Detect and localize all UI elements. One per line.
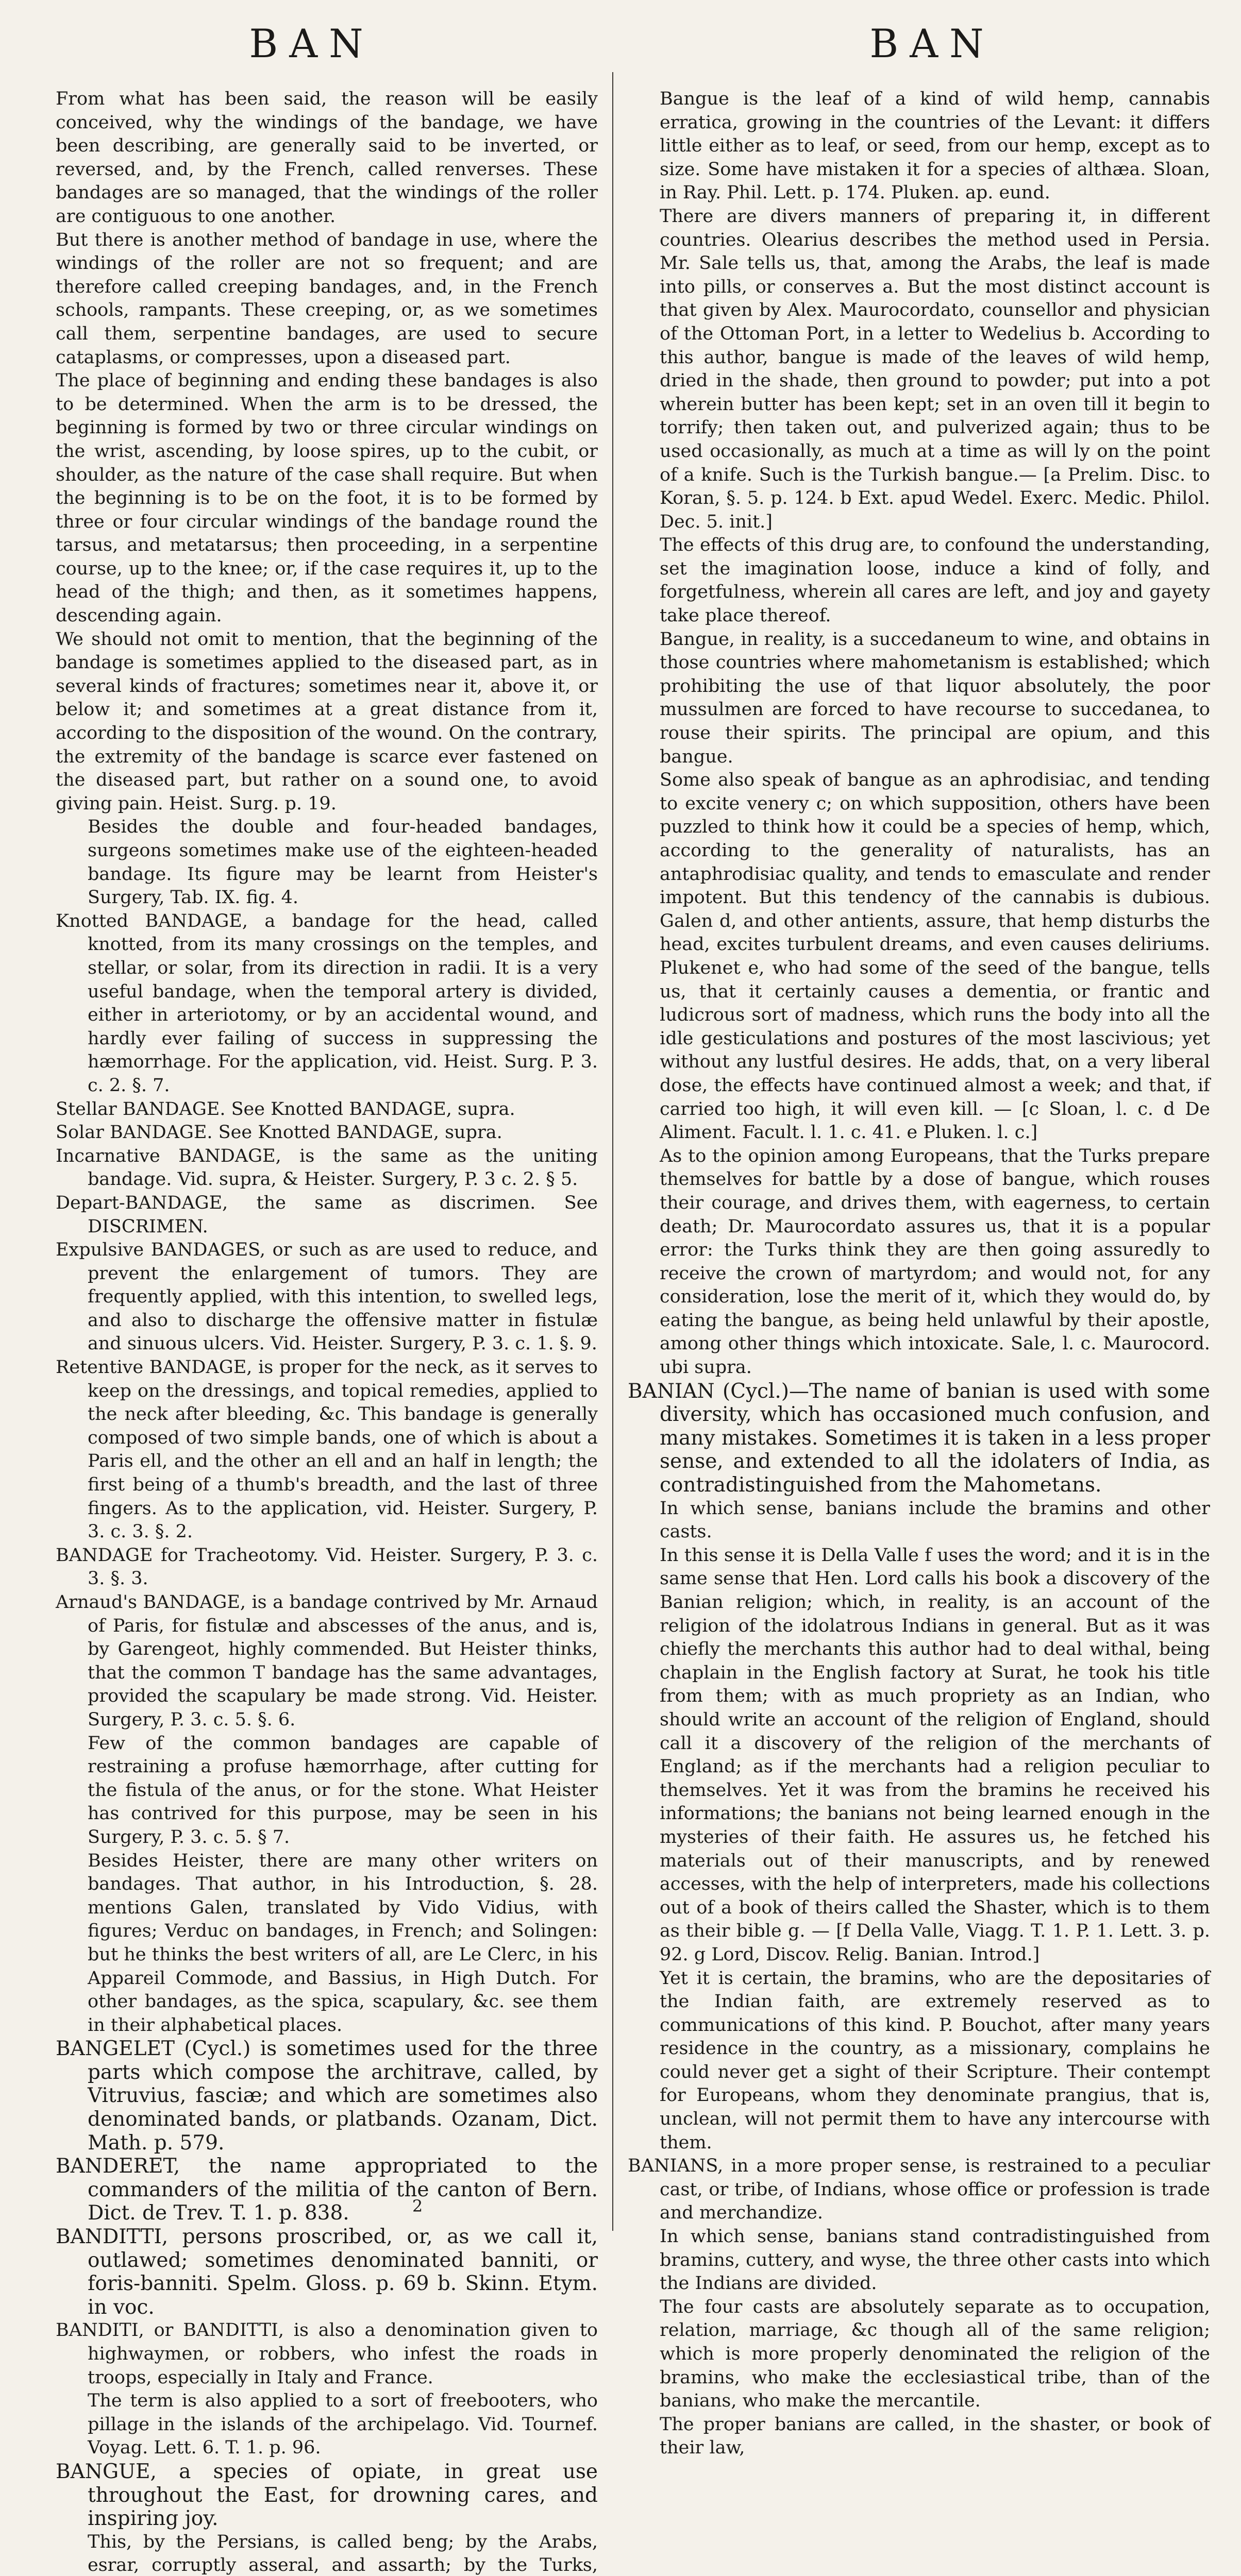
paragraph: From what has been said, the reason will be easily conceived, why the windings of the bandage, we have been describing, are generally said to be inverted, or reversed, and, by the French, called renverses. These bandages are so managed, that the windings of the roller are contiguous to one another.: [56, 89, 598, 227]
paragraph: In this sense it is Della Valle f uses the word; and it is in the same sense that Hen. Lord calls his book a discovery of the Banian religion; which, in reality, is an account of the religion of the idolatrous Indians in general. But as it was chiefly the merchants this author had to deal withal, being chaplain in the English factory at Surat, he took his title from them; with as much propriety as an Indian, who should write an account of the religion of England, should call it a discovery of the religion of the merchants of England; as if the merchants had a religion peculiar to themselves. Yet it was from the bramins he received his informations; the banians not being learned enough in the mysteries of their faith. He assures us, he fetched his materials out of their manuscripts, and by renewed accesses, with the help of interpreters, made his collections out of a book of theirs called the Shaster, which is to them as their bible g. — [f Della Valle, Viagg. T. 1. P. 1. Lett. 3. p. 92. g Lord, Discov. Relig. Banian. Introd.]: [660, 1545, 1210, 1965]
paragraph: Some also speak of bangue as an aphrodisiac, and tending to excite venery c; on which supposition, others have been puzzled to think how it could be a species of hemp, which, according to the generality of naturalists, has an antaphrodisiac quality, and tends to emasculate and render impotent. But this tendency of the cannabis is dubious. Galen d, and other antients, assure, that hemp disturbs the head, excites turbulent dreams, and even causes deliriums. Plukenet e, who had some of the seed of the bangue, tells us, that it certainly causes a dementia, or frantic and ludicrous sort of madness, which runs the body into all the idle gesticulations and postures of the most lascivious; yet without any lustful desires. He adds, that, on a very liberal dose, the effects have continued almost a week; and that, if carried too high, it will even kill. — [c Sloan, l. c. d De Aliment. Facult. l. 1. c. 41. e Pluken. l. c.]: [660, 770, 1210, 1143]
entry-stellar-bandage: Stellar BANDAGE. See Knotted BANDAGE, supra.: [56, 1098, 515, 1120]
paragraph: Bangue, in reality, is a succedaneum to wine, and obtains in those countries where mahometanism is established; which prohibiting the use of that liquor absolutely, the poor mussulmen are forced to have recourse to succedanea, to rouse their spirits. The principal are opium, and this bangue.: [660, 629, 1210, 767]
entry-depart-bandage: Depart-BANDAGE, the same as discrimen. See DISCRIMEN.: [56, 1192, 598, 1237]
entry-expulsive-bandages: Expulsive BANDAGES, or such as are used to reduce, and prevent the enlargement of tumors. They are frequently applied, with this intention, to swelled legs, and also to discharge the offensive matter in fistulæ and sinuous ulcers. Vid. Heister. Surgery, P. 3. c. 1. §. 9.: [56, 1240, 598, 1354]
paragraph: The proper banians are called, in the shaster, or book of their law,: [660, 2414, 1210, 2459]
paragraph: Yet it is certain, the bramins, who are the depositaries of the Indian faith, are extremely reserved as to communications of this kind. P. Bouchot, after many years residence in the country, as a missionary, complains he could never get a sight of their Scripture. Their contempt for Europeans, whom they denominate prangius, that is, unclean, will not permit them to have any intercourse with them.: [660, 1968, 1210, 2153]
paragraph: The term is also applied to a sort of freebooters, who pillage in the islands of the archipelago. Vid. Tournef. Voyag. Lett. 6. T. 1. p. 96.: [88, 2391, 598, 2459]
paragraph: The four casts are absolutely separate as to occupation, relation, marriage, &c though all of the same religion; which is more properly denominated the religion of the bramins, who make the ecclesiastical tribe, than of the banians, who make the mercantile.: [660, 2296, 1210, 2412]
entry-banditti: BANDITTI, persons proscribed, or, as we call it, outlawed; sometimes denominated banniti, or foris-banniti. Spelm. Gloss. p. 69 b. Skinn. Etym. in voc.: [56, 2225, 598, 2319]
paragraph: Few of the common bandages are capable of restraining a profuse hæmorrhage, after cutting for the fistula of the anus, or for the stone. What Heister has contrived for this purpose, may be seen in his Surgery, P. 3. c. 5. § 7.: [88, 1733, 598, 1848]
paragraph: But there is another method of bandage in use, where the windings of the roller are not so frequent; and are therefore called creeping bandages, and, in the French schools, rampants. These creeping, or, as we sometimes call them, serpentine bandages, are used to secure cataplasms, or compresses, upon a diseased part.: [56, 229, 598, 368]
running-head-right: BAN: [869, 21, 995, 66]
entry-incarnative-bandage: Incarnative BANDAGE, is the same as the uniting bandage. Vid. supra, & Heister. Surgery, P. 3 c. 2. § 5.: [56, 1145, 598, 1190]
paragraph: The place of beginning and ending these bandages is also to be determined. When the arm is to be dressed, the beginning is formed by two or three circular windings on the wrist, ascending, by loose spires, up to the cubit, or shoulder, as the nature of the case shall require. But when the beginning is to be on the foot, it is to be formed by three or four circular windings of the bandage round the tarsus, and metatarsus; then proceeding, in a serpentine course, up to the knee; or, if the case requires it, up to the head of the thigh; and then, as it sometimes happens, descending again.: [56, 370, 598, 626]
entry-retentive-bandage: Retentive BANDAGE, is proper for the neck, as it serves to keep on the dressings, and topical remedies, applied to the neck after bleeding, &c. This bandage is generally composed of two simple bands, one of which is about a Paris ell, and the other an ell and an half in length; the first being of a thumb's breadth, and the last of three fingers. As to the application, vid. Heister. Surgery, P. 3. c. 3. §. 2.: [56, 1357, 598, 1543]
entry-solar-bandage: Solar BANDAGE. See Knotted BANDAGE, supra.: [56, 1122, 502, 1143]
paragraph: We should not omit to mention, that the beginning of the bandage is sometimes applied to the diseased part, as in several kinds of fractures; sometimes near it, above it, or below it; and sometimes at a great distance from it, according to the disposition of the wound. On the contrary, the extremity of the bandage is scarce ever fastened on the diseased part, but rather on a sound one, to avoid giving pain. Heist. Surg. p. 19.: [56, 629, 598, 814]
right-column: [628, 88, 1210, 2460]
column-divider: [612, 72, 613, 2231]
entry-bangue: BANGUE, a species of opiate, in great use throughout the East, for drowning cares, and inspiring joy.: [56, 2460, 598, 2531]
entry-banderet: BANDERET, the name appropriated to the commanders of the militia of the canton of Bern. Dict. de Trev. T. 1. p. 838.: [56, 2155, 598, 2225]
paragraph: Besides the double and four-headed bandages, surgeons sometimes make use of the eighteen-headed bandage. Its figure may be learnt from Heister's Surgery, Tab. IX. fig. 4.: [88, 817, 598, 908]
paragraph: As to the opinion among Europeans, that the Turks prepare themselves for battle by a dose of bangue, which rouses their courage, and drives them, with eagerness, to certain death; Dr. Maurocordato assures us, that it is a popular error: the Turks think they are then going assuredly to receive the crown of martyrdom; and would not, for any consideration, lose the merit of it, which they would do, by eating the bangue, as being held unlawful by their apostle, among other things which intoxicate. Sale, l. c. Maurocord. ubi supra.: [660, 1145, 1210, 1378]
running-head-left: BAN: [249, 21, 375, 66]
left-column: [56, 88, 598, 2576]
paragraph: The effects of this drug are, to confound the understanding, set the imagination loose, induce a kind of folly, and forgetfulness, wherein all cares are left, and joy and gayety take place thereof.: [660, 535, 1210, 626]
entry-banian: BANIAN (Cycl.)—The name of banian is used with some diversity, which has occasioned much confusion, and many mistakes. Sometimes it is taken in a less proper sense, and extended to all the idolaters of India, as contradistinguished from the Mahometans.: [628, 1379, 1210, 1497]
entry-bandage-tracheotomy: BANDAGE for Tracheotomy. Vid. Heister. Surgery, P. 3. c. 3. §. 3.: [56, 1545, 598, 1589]
page-number: 2: [412, 2196, 423, 2216]
entry-banditi: BANDITI, or BANDITTI, is also a denomination given to highwaymen, or robbers, who infest the roads in troops, especially in Italy and France.: [56, 2320, 598, 2388]
paragraph: Besides Heister, there are many other writers on bandages. That author, in his Introduction, §. 28. mentions Galen, translated by Vido Vidius, with figures; Verduc on bandages, in French; and Solingen: but he thinks the best writers of all, are Le Clerc, in his Appareil Commode, and Bassius, in High Dutch. For other bandages, as the spica, scapulary, &c. see them in their alphabetical places.: [88, 1850, 598, 2036]
paragraph: Bangue is the leaf of a kind of wild hemp, cannabis erratica, growing in the countries of the Levant: it differs little either as to leaf, or seed, from our hemp, except as to size. Some have mistaken it for a species of althæa. Sloan, in Ray. Phil. Lett. p. 174. Pluken. ap. eund.: [660, 89, 1210, 204]
entry-bangelet: BANGELET (Cycl.) is sometimes used for the three parts which compose the architrave, called, by Vitruvius, fasciæ; and which are sometimes also denominated bands, or platbands. Ozanam, Dict. Math. p. 579.: [56, 2037, 598, 2155]
paragraph: There are divers manners of preparing it, in different countries. Olearius describes the method used in Persia. Mr. Sale tells us, that, among the Arabs, the leaf is made into pills, or conserves a. But the most distinct account is that given by Alex. Maurocordato, counsellor and physician of the Ottoman Port, in a letter to Wedelius b. According to this author, bangue is made of the leaves of wild hemp, dried in the shade, then ground to powder; put into a pot wherein butter has been kept; set in an oven till it begin to torrify; then taken out, and pulverized again; thus to be used occasionally, as much at a time as will ly on the point of a knife. Such is the Turkish bangue.— [a Prelim. Disc. to Koran, §. 5. p. 124. b Ext. apud Wedel. Exerc. Medic. Philol. Dec. 5. init.]: [660, 206, 1210, 532]
entry-arnauds-bandage: Arnaud's BANDAGE, is a bandage contrived by Mr. Arnaud of Paris, for fistulæ and abscesses of the anus, and is, by Garengeot, highly commended. But Heister thinks, that the common T bandage has the same advantages, provided the scapulary be made strong. Vid. Heister. Surgery, P. 3. c. 5. §. 6.: [56, 1592, 598, 1730]
paragraph: In which sense, banians include the bramins and other casts.: [660, 1498, 1210, 1543]
entry-banians: BANIANS, in a more proper sense, is restrained to a peculiar cast, or tribe, of Indians, whose office or profession is trade and merchandize.: [628, 2156, 1210, 2224]
paragraph: In which sense, banians stand contradistinguished from bramins, cuttery, and wyse, the three other casts into which the Indians are divided.: [660, 2226, 1210, 2294]
entry-knotted-bandage: Knotted BANDAGE, a bandage for the head, called knotted, from its many crossings on the temples, and stellar, or solar, from its direction in radii. It is a very useful bandage, when the temporal artery is divided, either in arteriotomy, or by an accidental wound, and hardly ever failing of success in suppressing the hæmorrhage. For the application, vid. Heist. Surg. P. 3. c. 2. §. 7.: [56, 910, 598, 1096]
paragraph: This, by the Persians, is called beng; by the Arabs, esrar, corruptly asseral, and assarth; by the Turks,: [88, 2531, 598, 2576]
